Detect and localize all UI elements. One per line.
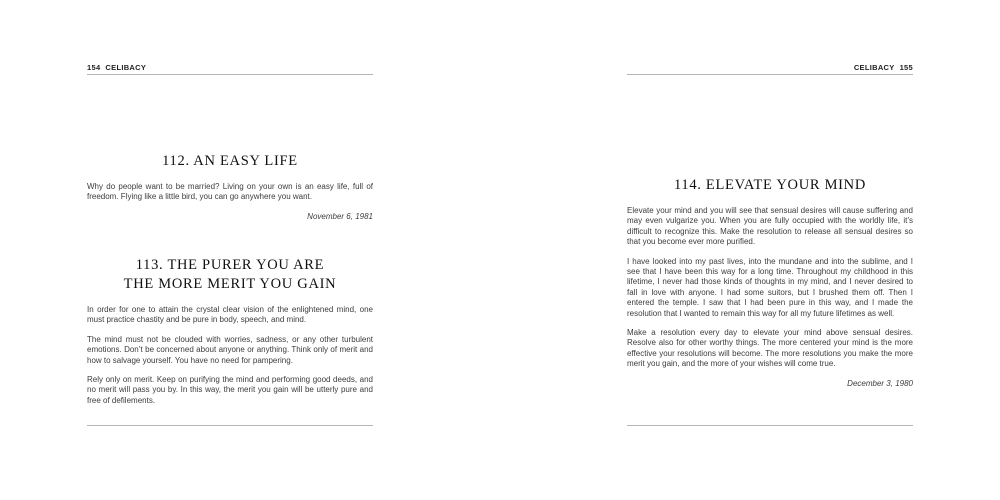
section-title-line: 113. THE PURER YOU ARE: [135, 257, 325, 273]
left-page: [87, 0, 373, 500]
paragraph: In order for one to attain the crystal clear vision of the enlightened mind, one must practice chastity and be pure in body, speech, and mind.: [87, 305, 373, 325]
date: December 3, 1980: [847, 378, 913, 388]
page-number: 154: [87, 63, 101, 72]
paragraph: The mind must not be clouded with worries, sadness, or any other turbulent emotions. Don’t be concerned about anyone or anything. Think only of merit and how to salvage yourself. You have no need for pampering.: [87, 334, 373, 365]
section-112: [87, 152, 373, 221]
paragraph: Why do people want to be married? Living on your own is an easy life, full of freedom. Flying like a little bird, you can go anywhere you want.: [87, 182, 373, 202]
running-title: CELIBACY: [853, 63, 895, 72]
page-number: 155: [899, 63, 913, 72]
bottom-divider: [87, 425, 373, 426]
left-page-header: [87, 63, 373, 75]
bottom-divider: [627, 425, 913, 426]
section-113: [87, 256, 373, 415]
date: November 6, 1981: [307, 211, 373, 221]
paragraph: Make a resolution every day to elevate your mind above sensual desires. Resolve also for other worthy things. The more centered your mind is the more effective your resolutions will become. The more resolutions you make the more merit you gain, and the more of your wishes will come true.: [627, 328, 913, 369]
paragraph: Elevate your mind and you will see that sensual desires will cause suffering and may even vulgarize you. When you are fully occupied with the worldly life, it’s difficult to recognize this. Make the resolution to release all sensual desires so that you become ever more purified.: [627, 206, 913, 247]
section-114: [627, 176, 913, 388]
section-title: [87, 256, 373, 294]
paragraph: I have looked into my past lives, into the mundane and into the sublime, and I see that I have been this way for a long time. Throughout my childhood in this lifetime, I never had those kinds of thoughts in my mind, and I never desired to fall in love with anyone. I had some suitors, but I brushed them off. Then I entered the temple. I saw that I had been pure in this way, and I made the resolution that I wanted to remain this way for all my future lifetimes as well.: [627, 256, 913, 318]
section-title-line: THE MORE MERIT YOU GAIN: [123, 276, 337, 292]
right-page: [627, 0, 913, 500]
section-title: 114. ELEVATE YOUR MIND: [673, 177, 867, 193]
right-page-header: [627, 63, 913, 75]
running-title: CELIBACY: [105, 63, 147, 72]
section-title: 112. AN EASY LIFE: [162, 153, 298, 169]
paragraph: Rely only on merit. Keep on purifying the mind and performing good deeds, and no merit will pass you by. In this way, the merit you gain will be utterly pure and free of defilements.: [87, 375, 373, 405]
